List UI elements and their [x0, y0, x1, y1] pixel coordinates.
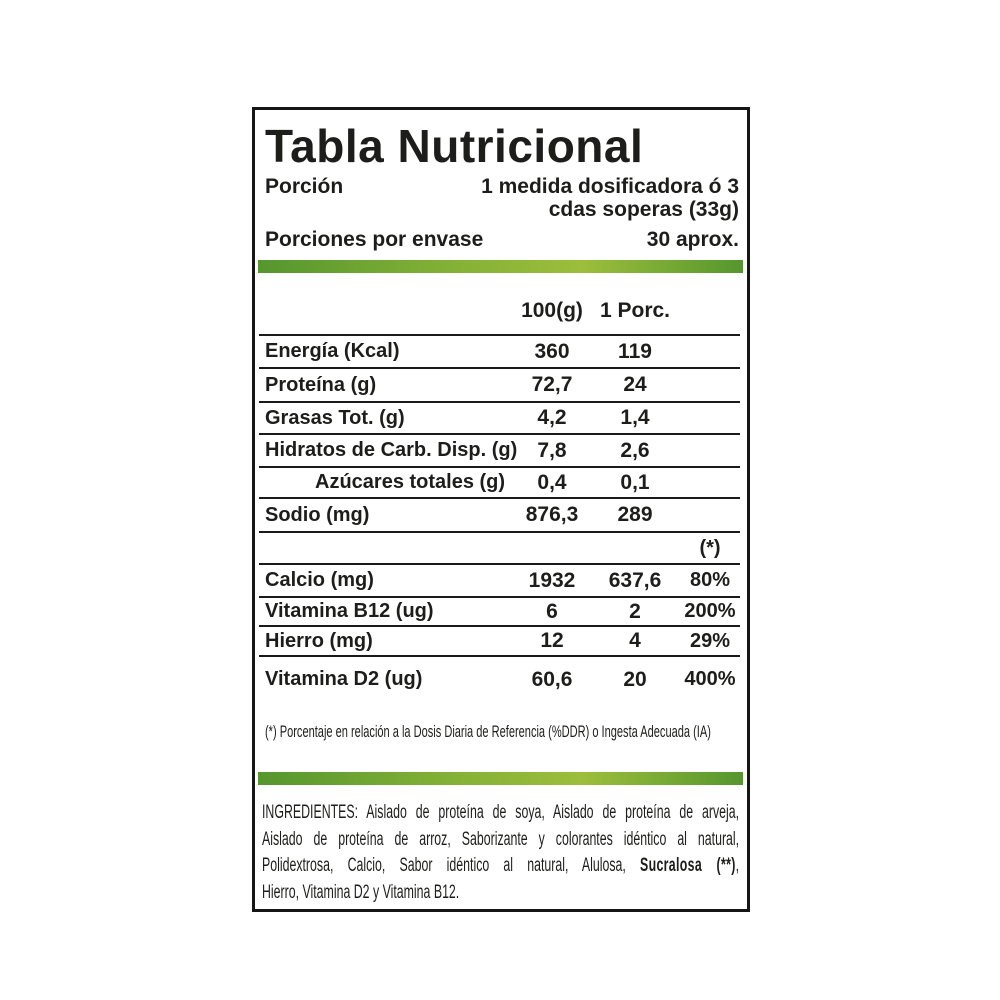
nutrient-name: Calcio (mg)	[265, 569, 374, 591]
percent-marker: (*)	[699, 536, 721, 559]
value-per-100g: 60,6	[531, 667, 573, 691]
servings-per-container-label: Porciones por envase	[265, 228, 484, 251]
serving-size-row	[265, 175, 739, 221]
ddr-footnote: (*) Porcentaje en relación a la Dosis Diaria de Referencia (%DDR) o Ingesta Adecuada (IA)	[265, 722, 711, 741]
label-header-section	[255, 120, 747, 252]
nutrient-name: Energía (Kcal)	[265, 340, 400, 362]
ingredients-line	[262, 853, 739, 880]
value-per-100g: 360	[534, 339, 570, 363]
table-row	[259, 433, 740, 466]
value-percent-ddr: 29%	[689, 629, 731, 652]
ingredients-text: ,	[735, 855, 740, 876]
value-per-100g: 12	[540, 629, 564, 652]
value-per-serving: 119	[618, 339, 652, 363]
nutrient-name: Grasas Tot. (g)	[265, 406, 405, 429]
value-per-serving: 2,6	[620, 438, 650, 462]
value-per-100g: 1932	[528, 568, 576, 592]
table-header-row	[259, 273, 740, 334]
nutrition-label-box	[252, 107, 750, 912]
servings-per-container-row	[265, 228, 739, 252]
green-divider-bar-bottom	[258, 772, 743, 785]
nutrient-name: Vitamina D2 (ug)	[265, 668, 423, 690]
serving-size-value-line1: 1 medida dosificadora ó 3	[481, 175, 739, 198]
column-header-per-serving: 1 Porc.	[599, 299, 671, 322]
nutrient-name: Vitamina B12 (ug)	[265, 600, 434, 622]
value-per-100g: 876,3	[525, 503, 579, 526]
column-header-per-100g: 100(g)	[521, 299, 583, 322]
nutrient-name: Hidratos de Carb. Disp. (g)	[265, 439, 518, 461]
value-per-100g: 0,4	[537, 470, 567, 494]
table-row	[259, 466, 740, 497]
ingredients-text: Polidextrosa, Calcio, Sabor idéntico al natural, Alulosa,	[262, 855, 641, 876]
sucralose-bold-text: Sucralosa (**)	[640, 855, 736, 876]
ingredients-paragraph	[262, 800, 739, 906]
value-per-serving: 0,1	[620, 470, 650, 494]
value-percent-ddr: 400%	[684, 668, 736, 690]
servings-per-container-value: 30 aprox.	[646, 228, 739, 251]
serving-size-value-line2: cdas soperas (33g)	[548, 198, 739, 221]
footnote-section	[259, 720, 747, 744]
table-row	[259, 625, 740, 655]
nutrient-name: Azúcares totales (g)	[315, 471, 506, 493]
value-per-serving: 2	[629, 599, 641, 623]
percent-marker-row	[259, 531, 740, 563]
value-per-100g: 7,8	[537, 438, 567, 462]
ingredients-line: INGREDIENTES: Aislado de proteína de soya, Aislado de proteína de arveja,	[262, 802, 740, 823]
ingredients-line: Aislado de proteína de arroz, Saborizante y colorantes idéntico al natural,	[262, 828, 740, 850]
value-per-serving: 637,6	[608, 568, 662, 592]
table-row	[259, 497, 740, 531]
table-row	[259, 563, 740, 596]
table-row	[259, 596, 740, 625]
value-per-serving: 24	[623, 373, 647, 396]
ingredients-section	[255, 800, 739, 906]
value-per-100g: 72,7	[531, 373, 573, 396]
table-row	[259, 367, 740, 401]
value-per-serving: 1,4	[620, 406, 650, 429]
value-per-serving: 20	[623, 667, 647, 691]
label-title: Tabla Nutricional	[265, 120, 644, 172]
value-per-serving: 4	[629, 629, 641, 652]
nutrient-name: Hierro (mg)	[265, 629, 373, 652]
serving-size-label: Porción	[265, 175, 344, 198]
green-divider-bar-top	[258, 260, 743, 273]
value-percent-ddr: 80%	[689, 569, 731, 591]
value-per-100g: 6	[546, 599, 558, 623]
nutrition-table	[259, 273, 740, 702]
value-per-100g: 4,2	[537, 406, 567, 429]
serving-size-value	[481, 175, 739, 221]
table-row	[259, 334, 740, 367]
nutrient-name: Sodio (mg)	[265, 503, 370, 526]
table-row	[259, 401, 740, 433]
nutrient-name: Proteína (g)	[265, 373, 377, 396]
table-row	[259, 655, 740, 702]
ingredients-line: Hierro, Vitamina D2 y Vitamina B12.	[262, 881, 460, 903]
value-percent-ddr: 200%	[684, 600, 736, 622]
value-per-serving: 289	[617, 503, 653, 526]
